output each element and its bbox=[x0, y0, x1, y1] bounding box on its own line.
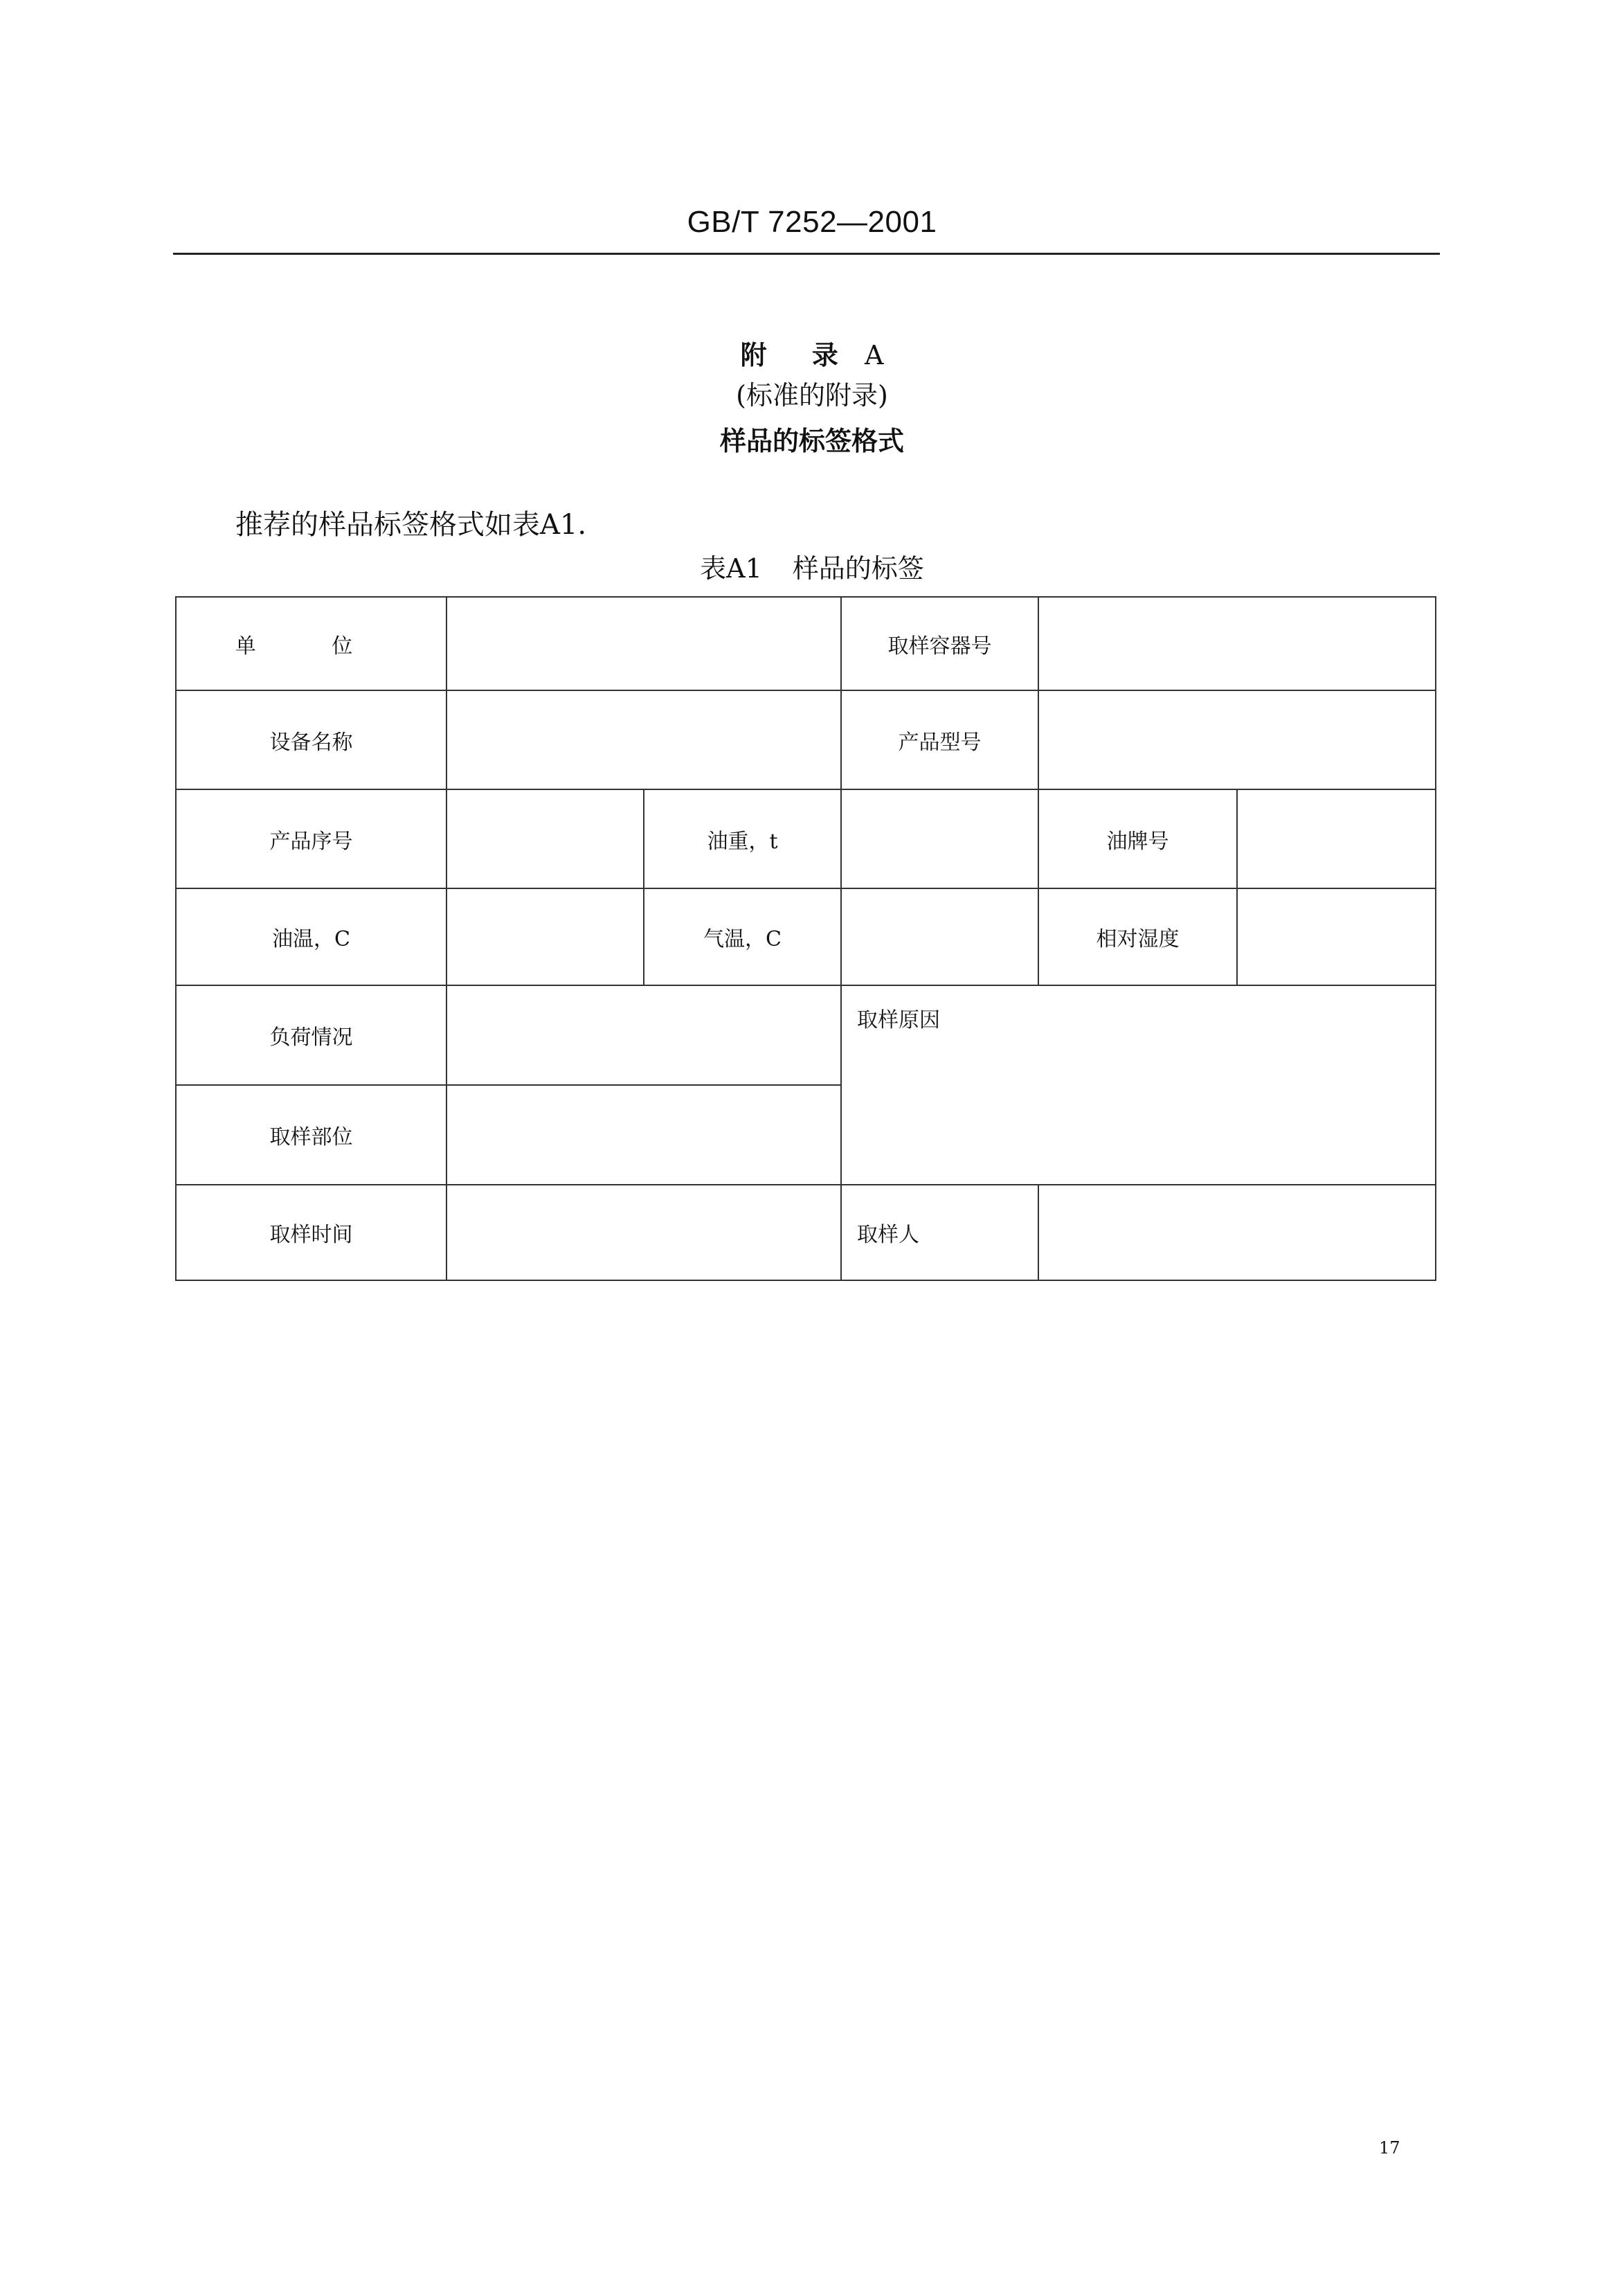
table-row bbox=[176, 1185, 1436, 1280]
appendix-heading: 样品的标签格式 bbox=[719, 426, 904, 456]
page-number: 17 bbox=[1379, 2138, 1400, 2158]
cell-air-temp-label: 气温，C bbox=[644, 888, 841, 985]
table-row bbox=[176, 789, 1436, 888]
table-row bbox=[176, 985, 1436, 1085]
cell-container-no-value bbox=[1038, 597, 1436, 690]
cell-sampling-reason: 取样原因 bbox=[841, 985, 1436, 1185]
intro-paragraph: 推荐的样品标签格式如表A1. bbox=[235, 509, 587, 541]
appendix-title-letter: A bbox=[864, 340, 884, 370]
cell-relative-humidity-label: 相对湿度 bbox=[1038, 888, 1237, 985]
cell-relative-humidity-value bbox=[1237, 888, 1436, 985]
cell-sampling-location-label: 取样部位 bbox=[176, 1085, 446, 1185]
cell-oil-weight-value bbox=[841, 789, 1038, 888]
table-caption-title: 样品的标签 bbox=[792, 553, 924, 584]
cell-sampler-value bbox=[1038, 1185, 1436, 1280]
cell-sampling-time-value bbox=[446, 1185, 841, 1280]
table-row bbox=[176, 690, 1436, 789]
cell-container-no-label: 取样容器号 bbox=[841, 597, 1038, 690]
cell-product-model-value bbox=[1038, 690, 1436, 789]
cell-product-model-label: 产品型号 bbox=[841, 690, 1038, 789]
cell-oil-weight-label: 油重，t bbox=[644, 789, 841, 888]
cell-sampler-label: 取样人 bbox=[841, 1185, 1038, 1280]
table-caption bbox=[0, 547, 1624, 585]
cell-equipment-name-value bbox=[446, 690, 841, 789]
cell-load-condition-value bbox=[446, 985, 841, 1085]
cell-sampling-time-label: 取样时间 bbox=[176, 1185, 446, 1280]
appendix-title bbox=[0, 334, 1624, 372]
cell-oil-grade-label: 油牌号 bbox=[1038, 789, 1237, 888]
cell-air-temp-value bbox=[841, 888, 1038, 985]
cell-load-condition-label: 负荷情况 bbox=[176, 985, 446, 1085]
cell-unit-value bbox=[446, 597, 841, 690]
sample-label-table bbox=[175, 596, 1436, 1281]
cell-oil-temp-value bbox=[446, 888, 644, 985]
header-divider bbox=[173, 253, 1440, 255]
table-row bbox=[176, 597, 1436, 690]
table-caption-number: 表A1 bbox=[700, 553, 762, 584]
cell-equipment-name-label: 设备名称 bbox=[176, 690, 446, 789]
table-row bbox=[176, 888, 1436, 985]
cell-unit-label: 单 位 bbox=[176, 597, 446, 690]
appendix-subtitle: (标准的附录) bbox=[736, 380, 888, 411]
cell-oil-grade-value bbox=[1237, 789, 1436, 888]
cell-oil-temp-label: 油温，C bbox=[176, 888, 446, 985]
cell-sampling-location-value bbox=[446, 1085, 841, 1185]
appendix-title-label: 附 录 bbox=[740, 340, 856, 370]
cell-product-serial-label: 产品序号 bbox=[176, 789, 446, 888]
standard-number-header: GB/T 7252—2001 bbox=[687, 205, 937, 239]
cell-product-serial-value bbox=[446, 789, 644, 888]
